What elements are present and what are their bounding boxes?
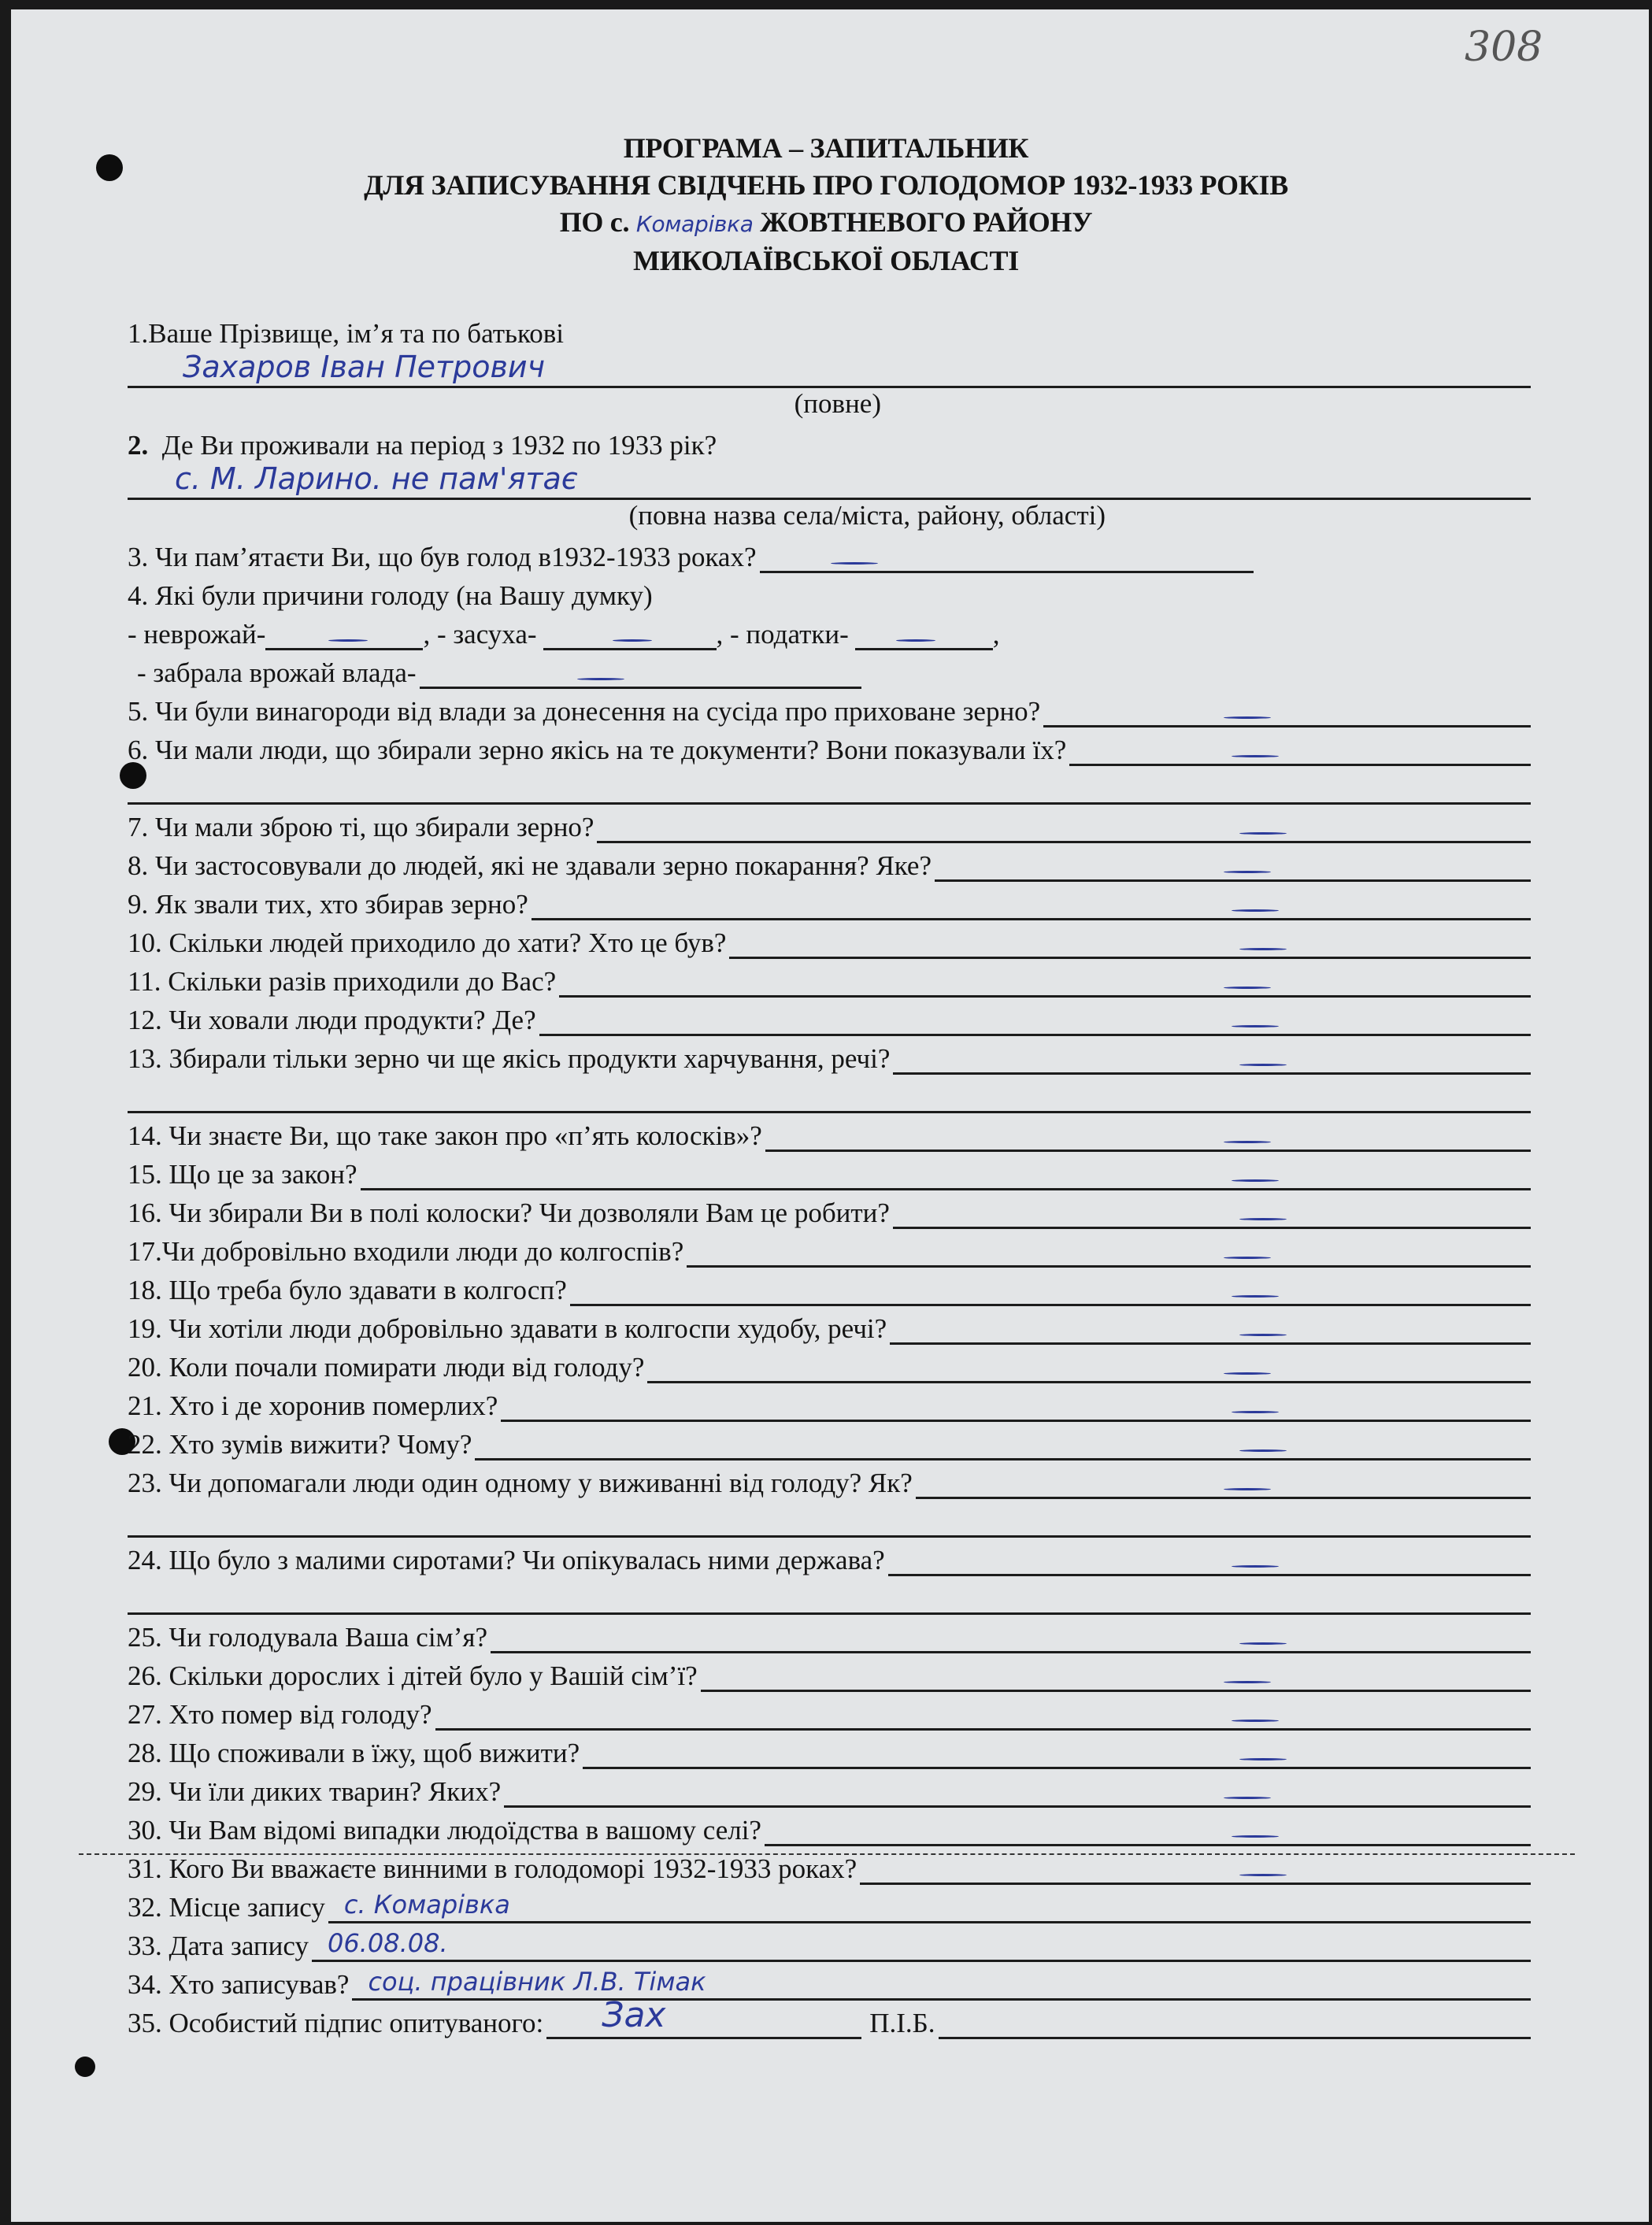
- answer-field[interactable]: [687, 1242, 1531, 1268]
- question-label: 33. Дата запису: [128, 1931, 309, 1961]
- dash-mark: [1239, 832, 1287, 835]
- answer-field[interactable]: [1043, 702, 1531, 727]
- question-row: [128, 920, 1531, 959]
- answer-field[interactable]: [935, 856, 1531, 882]
- dash-mark: [1232, 1835, 1279, 1838]
- question-label: 17.Чи добровільно входили люди до колгоспів?: [128, 1236, 684, 1267]
- answer-field[interactable]: [128, 1087, 1531, 1113]
- answer-field[interactable]: [729, 933, 1531, 959]
- answer-field[interactable]: [760, 547, 1254, 573]
- question-row: [128, 1731, 1531, 1769]
- handwritten-answer: с. Комарівка: [343, 1890, 510, 1920]
- dash-mark: [1239, 1758, 1287, 1760]
- answer-field[interactable]: [265, 624, 423, 650]
- dash-mark: [1232, 1295, 1279, 1298]
- answer-field[interactable]: [361, 1164, 1531, 1190]
- answer-field[interactable]: [543, 624, 717, 650]
- answer-field[interactable]: [647, 1357, 1531, 1383]
- answer-field[interactable]: [890, 1319, 1531, 1345]
- dash-mark: [1224, 1797, 1271, 1799]
- question-label: 19. Чи хотіли люди добровільно здавати в колгоспи худобу, речі?: [128, 1313, 887, 1344]
- question-row: [128, 1383, 1531, 1422]
- dash-mark: [1224, 987, 1271, 989]
- questionnaire-form: [128, 311, 1531, 2039]
- question-list: [128, 689, 1531, 2001]
- answer-field[interactable]: [352, 1967, 1531, 2001]
- question-4-option-4: [128, 650, 861, 689]
- continuation-line: [128, 1075, 1531, 1113]
- dash-mark: [1239, 1449, 1287, 1452]
- answer-field[interactable]: [420, 663, 861, 689]
- answer-field[interactable]: [893, 1203, 1531, 1229]
- page-number: 308: [1465, 24, 1543, 71]
- question-row: [128, 1808, 1531, 1846]
- question-label: 13. Збирали тільки зерно чи ще якісь продукти харчування, речі?: [128, 1043, 891, 1074]
- question-row: [128, 1538, 1531, 1576]
- question-label: 32. Місце запису: [128, 1892, 325, 1923]
- question-row: [128, 959, 1531, 998]
- handwritten-answer: с. М. Ларино. не пам'ятає: [175, 461, 578, 496]
- option-label: - забрала врожай влада-: [137, 657, 417, 688]
- title-line-1: ПРОГРАМА – ЗАПИТАЛЬНИК: [623, 132, 1029, 164]
- answer-field[interactable]: [475, 1435, 1531, 1461]
- question-label: 25. Чи голодувала Ваша сім’я?: [128, 1622, 487, 1653]
- title-suffix: ЖОВТНЕВОГО РАЙОНУ: [760, 206, 1093, 238]
- dash-mark: [577, 678, 624, 680]
- field-hint: (повна назва села/міста, району, області): [628, 500, 1106, 531]
- question-row: [128, 998, 1531, 1036]
- question-row: [128, 1268, 1531, 1306]
- question-label: 15. Що це за закон?: [128, 1159, 357, 1190]
- answer-field[interactable]: [128, 1512, 1531, 1538]
- answer-field[interactable]: [597, 817, 1531, 843]
- question-35: [128, 1995, 1531, 2039]
- continuation-line: [128, 766, 1531, 805]
- question-row: [128, 1885, 1531, 1923]
- handwritten-answer: 06.08.08.: [327, 1928, 448, 1958]
- answer-field[interactable]: [504, 1782, 1531, 1808]
- question-row: [128, 882, 1531, 920]
- question-row: [128, 1036, 1531, 1075]
- dash-mark: [1224, 1372, 1271, 1375]
- question-row: [128, 1962, 1531, 2001]
- question-4: [128, 573, 1531, 612]
- question-label: 9. Як звали тих, хто збирав зерно?: [128, 889, 528, 920]
- answer-field[interactable]: [312, 1928, 1531, 1962]
- pib-field[interactable]: [939, 2013, 1531, 2039]
- option-label: - неврожай-: [128, 619, 266, 650]
- answer-1-row: [128, 350, 1531, 388]
- answer-field[interactable]: [860, 1859, 1531, 1885]
- question-label: 5. Чи були винагороди від влади за донесення на сусіда про приховане зерно?: [128, 696, 1041, 727]
- question-row: [128, 689, 1531, 727]
- dash-mark: [1224, 1488, 1271, 1490]
- handwritten-answer: соц. працівник Л.В. Тімак: [368, 1967, 706, 1997]
- question-label: 4. Які були причини голоду (на Вашу думку): [128, 580, 653, 611]
- question-label: 22. Хто зумів вижити? Чому?: [128, 1429, 472, 1460]
- question-row: [128, 1692, 1531, 1731]
- question-label: 31. Кого Ви вважаєте винними в голодоморі 1932-1933 роках?: [128, 1853, 857, 1884]
- dash-mark: [1224, 1257, 1271, 1259]
- dash-mark: [1224, 871, 1271, 873]
- question-label: 6. Чи мали люди, що збирали зерно якісь на те документи? Вони показували їх?: [128, 735, 1067, 765]
- dash-mark: [1232, 1025, 1279, 1027]
- answer-field[interactable]: [128, 779, 1531, 805]
- question-row: [128, 1113, 1531, 1152]
- question-row: [128, 1846, 1531, 1885]
- question-row: [128, 727, 1531, 766]
- question-label: 14. Чи знаєте Ви, що таке закон про «п’ять колосків»?: [128, 1120, 762, 1151]
- option-label: , - податки-: [716, 619, 849, 650]
- answer-field[interactable]: [916, 1473, 1531, 1499]
- question-row: [128, 805, 1531, 843]
- question-label: 20. Коли почали помирати люди від голоду?: [128, 1352, 645, 1383]
- title-prefix: ПО с.: [559, 206, 630, 238]
- question-row: [128, 1653, 1531, 1692]
- question-label: 26. Скільки дорослих і дітей було у Вашій сім’ї?: [128, 1660, 698, 1691]
- question-label: 16. Чи збирали Ви в полі колоски? Чи дозволяли Вам це робити?: [128, 1198, 890, 1228]
- dash-mark: [613, 639, 652, 642]
- handwritten-answer: Захаров Іван Петрович: [183, 350, 546, 384]
- punch-hole: [75, 2057, 95, 2077]
- answer-field[interactable]: [765, 1820, 1531, 1846]
- question-label: 34. Хто записував?: [128, 1969, 350, 2000]
- question-label: 18. Що треба було здавати в колгосп?: [128, 1275, 567, 1305]
- answer-field[interactable]: [328, 1890, 1531, 1923]
- question-label: 24. Що було з малими сиротами? Чи опікувалась ними держава?: [128, 1545, 885, 1575]
- title-line-4: МИКОЛАЇВСЬКОЇ ОБЛАСТІ: [633, 245, 1019, 276]
- dash-mark: [1232, 909, 1279, 912]
- dash-mark: [1239, 1334, 1287, 1336]
- question-1: [128, 311, 1531, 350]
- dash-mark: [1239, 1064, 1287, 1066]
- dash-mark: [1224, 1681, 1271, 1683]
- question-label: 23. Чи допомагали люди один одному у виживанні від голоду? Як?: [128, 1468, 913, 1498]
- question-row: [128, 1345, 1531, 1383]
- question-label: 7. Чи мали зброю ті, що збирали зерно?: [128, 812, 594, 842]
- title-line-3: [0, 204, 1652, 242]
- signature-field[interactable]: [546, 1995, 861, 2039]
- answer-field[interactable]: [532, 894, 1531, 920]
- fold-line: [79, 1853, 1575, 1855]
- answer-field[interactable]: [128, 461, 1531, 500]
- question-4-options: [128, 612, 1531, 650]
- question-label: 12. Чи ховали люди продукти? Де?: [128, 1005, 536, 1035]
- continuation-line: [128, 1499, 1531, 1538]
- pib-label: П.І.Б.: [869, 2008, 935, 2038]
- answer-field[interactable]: [570, 1280, 1531, 1306]
- answer-field[interactable]: [701, 1666, 1531, 1692]
- dash-mark: [1224, 1141, 1271, 1143]
- document-title: [0, 130, 1652, 280]
- dash-mark: [1239, 1874, 1287, 1876]
- answer-2-row: [128, 461, 1531, 500]
- answer-field[interactable]: [539, 1010, 1531, 1036]
- question-row: [128, 1306, 1531, 1345]
- question-label: 28. Що споживали в їжу, щоб вижити?: [128, 1738, 580, 1768]
- dash-mark: [1224, 716, 1271, 719]
- question-row: [128, 1190, 1531, 1229]
- village-handwritten: Комарівка: [635, 211, 754, 237]
- continuation-line: [128, 1576, 1531, 1615]
- dash-mark: [896, 639, 935, 642]
- dash-mark: [328, 639, 368, 642]
- question-row: [128, 1615, 1531, 1653]
- answer-field[interactable]: [583, 1743, 1531, 1769]
- option-label: , - засуха-: [423, 619, 537, 650]
- answer-field[interactable]: [491, 1627, 1531, 1653]
- answer-field[interactable]: [1069, 740, 1531, 766]
- question-row: [128, 843, 1531, 882]
- punctuation: ,: [992, 619, 1000, 650]
- question-3: [128, 535, 1254, 573]
- title-line-2: ДЛЯ ЗАПИСУВАННЯ СВІДЧЕНЬ ПРО ГОЛОДОМОР 1932-1933 РОКІВ: [364, 169, 1288, 201]
- question-label: 35. Особистий підпис опитуваного:: [128, 2008, 544, 2038]
- answer-field[interactable]: [893, 1049, 1531, 1075]
- question-row: [128, 1422, 1531, 1461]
- question-label: 11. Скільки разів приходили до Вас?: [128, 966, 557, 997]
- question-label: Де Ви проживали на період з 1932 по 1933 рік?: [161, 430, 717, 461]
- question-row: [128, 1229, 1531, 1268]
- answer-field[interactable]: [128, 350, 1531, 388]
- signature: Зах: [602, 1995, 666, 2035]
- question-label: 8. Чи застосовували до людей, які не здавали зерно покарання? Яке?: [128, 850, 932, 881]
- question-row: [128, 1152, 1531, 1190]
- question-label: 1.Ваше Прізвище, ім’я та по батькові: [128, 318, 564, 349]
- question-2: [128, 423, 1531, 461]
- question-label: 30. Чи Вам відомі випадки людоїдства в вашому селі?: [128, 1815, 761, 1846]
- answer-field[interactable]: [855, 624, 993, 650]
- answer-field[interactable]: [501, 1396, 1531, 1422]
- dash-mark: [1239, 1218, 1287, 1220]
- field-hint: (повне): [794, 388, 881, 419]
- dash-mark: [1239, 948, 1287, 950]
- dash-mark: [1232, 1411, 1279, 1413]
- dash-mark: [1232, 755, 1279, 757]
- question-label: 3. Чи пам’ятаєти Ви, що був голод в1932-1933 роках?: [128, 542, 757, 572]
- answer-field[interactable]: [765, 1126, 1531, 1152]
- answer-field[interactable]: [435, 1705, 1532, 1731]
- question-row: [128, 1923, 1531, 1962]
- question-label: 10. Скільки людей приходило до хати? Хто це був?: [128, 927, 727, 958]
- question-row: [128, 1461, 1531, 1499]
- answer-field[interactable]: [559, 972, 1531, 998]
- question-number: 2.: [128, 430, 149, 461]
- question-label: 27. Хто помер від голоду?: [128, 1699, 432, 1730]
- question-label: 29. Чи їли диких тварин? Яких?: [128, 1776, 502, 1807]
- answer-field[interactable]: [128, 1589, 1531, 1615]
- question-row: [128, 1769, 1531, 1808]
- dash-mark: [1232, 1565, 1279, 1568]
- dash-mark: [1232, 1720, 1279, 1722]
- question-label: 21. Хто і де хоронив померлих?: [128, 1390, 498, 1421]
- dash-mark: [1239, 1642, 1287, 1645]
- answer-field[interactable]: [888, 1550, 1531, 1576]
- dash-mark: [831, 562, 878, 565]
- dash-mark: [1232, 1179, 1279, 1182]
